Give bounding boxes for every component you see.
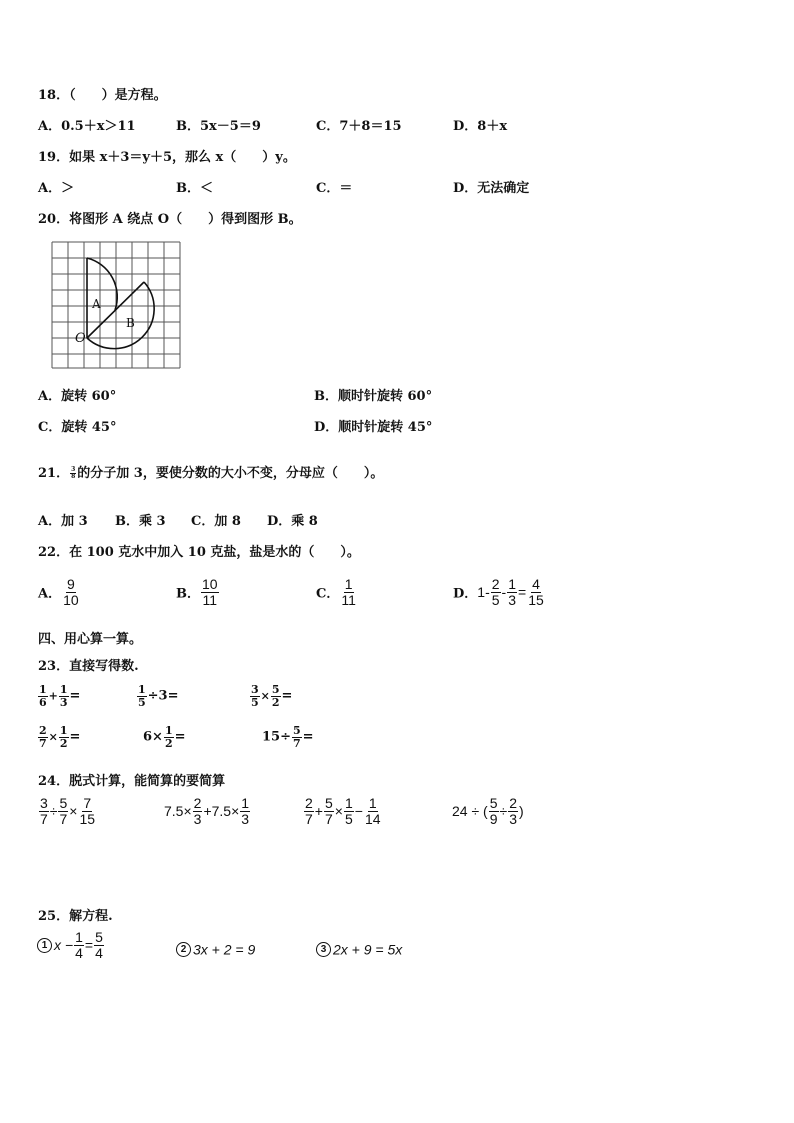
fraction bbox=[324, 796, 334, 826]
q22-option-a[interactable] bbox=[38, 577, 81, 607]
q25-equation-2 bbox=[176, 940, 255, 957]
fraction-denominator: 15 bbox=[528, 591, 544, 608]
fraction bbox=[59, 684, 69, 708]
q18-stem: 18．（ ）是方程。 bbox=[38, 88, 167, 103]
operator: × bbox=[48, 730, 58, 744]
q20-option-d[interactable]: D．顺时针旋转 45° bbox=[314, 420, 433, 435]
expr-text: 7.5× bbox=[164, 803, 192, 820]
circled-number-3: 3 bbox=[316, 942, 331, 957]
circled-number-2: 2 bbox=[176, 942, 191, 957]
q21-fraction bbox=[70, 467, 76, 481]
fraction bbox=[364, 796, 382, 826]
fraction-denominator: 5 bbox=[138, 695, 146, 709]
rotation-grid-figure bbox=[50, 240, 182, 370]
q22-stem: 22．在 100 克水中加入 10 克盐，盐是水的（ ）。 bbox=[38, 545, 360, 560]
fraction-numerator: 1 bbox=[164, 724, 173, 737]
fraction bbox=[304, 796, 314, 826]
option-letter: A． bbox=[38, 586, 62, 602]
expr-text: ) bbox=[518, 803, 524, 820]
q19-option-a[interactable]: A．＞ bbox=[38, 181, 75, 196]
operator: ÷ bbox=[49, 803, 58, 820]
fraction bbox=[292, 725, 302, 749]
fraction bbox=[74, 930, 84, 960]
fraction bbox=[489, 796, 499, 826]
fraction-numerator: 1 bbox=[39, 683, 47, 696]
circled-number-1: 1 bbox=[37, 938, 52, 953]
q21-option-d[interactable]: D．乘 8 bbox=[267, 514, 318, 529]
fraction-numerator: 5 bbox=[95, 929, 103, 945]
q21-number: 21． bbox=[38, 466, 70, 481]
section-heading: 四、用心算一算。 bbox=[38, 632, 143, 647]
fraction-numerator: 2 bbox=[39, 724, 47, 737]
fraction-denominator: 3 bbox=[509, 810, 517, 827]
q23-expr-4 bbox=[37, 725, 80, 749]
q20-option-b[interactable]: B．顺时针旋转 60° bbox=[314, 389, 433, 404]
fraction bbox=[164, 725, 174, 749]
fraction bbox=[508, 796, 518, 826]
q18-option-b[interactable]: B．5x－5＝9 bbox=[176, 119, 261, 134]
fraction-denominator: 11 bbox=[202, 591, 218, 608]
fraction-numerator: 2 bbox=[509, 795, 517, 811]
fraction bbox=[38, 684, 48, 708]
operator: − bbox=[354, 803, 363, 820]
fraction bbox=[193, 796, 203, 826]
fraction bbox=[271, 684, 281, 708]
equation-text: 2x + 9 = 5x bbox=[333, 941, 403, 958]
q21-option-b[interactable]: B．乘 3 bbox=[115, 514, 166, 529]
q22-option-c[interactable] bbox=[316, 577, 358, 607]
expr-text: x − bbox=[54, 937, 74, 954]
option-letter: C． bbox=[316, 586, 340, 602]
fraction bbox=[62, 577, 80, 607]
fraction-denominator: 9 bbox=[489, 810, 498, 827]
fraction-denominator: 15 bbox=[79, 810, 96, 827]
fraction bbox=[344, 796, 354, 826]
expr-text: +7.5× bbox=[203, 803, 240, 820]
figure-label-a: A bbox=[92, 297, 101, 311]
fraction-numerator: 2 bbox=[193, 795, 202, 811]
option-letter: B． bbox=[176, 586, 200, 602]
fraction-numerator: 5 bbox=[292, 724, 301, 737]
fraction-denominator: 7 bbox=[305, 810, 313, 827]
q24-stem: 24．脱式计算，能简算的要简算 bbox=[38, 774, 226, 789]
fraction-numerator: 2 bbox=[305, 795, 313, 811]
fraction-numerator: 1 bbox=[344, 576, 353, 592]
q18-option-a[interactable]: A．0.5＋x＞11 bbox=[38, 119, 136, 134]
expr-text: 6× bbox=[143, 729, 163, 745]
fraction-denominator: 4 bbox=[75, 944, 83, 961]
equals: = bbox=[84, 937, 94, 954]
q19-option-c[interactable]: C．＝ bbox=[316, 181, 353, 196]
fraction-denominator: 11 bbox=[341, 591, 356, 608]
option-letter: D． bbox=[453, 586, 478, 602]
q22-option-d[interactable] bbox=[453, 577, 546, 607]
fraction-denominator: 3 bbox=[59, 695, 68, 709]
figure-label-o: O bbox=[75, 331, 86, 346]
fraction bbox=[58, 796, 68, 826]
q21-option-c[interactable]: C．加 8 bbox=[191, 514, 241, 529]
fraction-denominator: 7 bbox=[324, 810, 333, 827]
q19-option-b[interactable]: B．＜ bbox=[176, 181, 213, 196]
fraction bbox=[201, 577, 219, 607]
fraction-denominator: 3 bbox=[241, 810, 250, 827]
expr-text: 24 ÷ ( bbox=[452, 803, 488, 820]
fraction-denominator: 3 bbox=[508, 591, 516, 608]
fraction-denominator: 3 bbox=[193, 810, 202, 827]
fraction-numerator: 9 bbox=[66, 576, 75, 592]
equals: = bbox=[174, 729, 186, 745]
fraction-numerator: 1 bbox=[344, 795, 353, 811]
operator: × bbox=[69, 803, 78, 820]
fraction-denominator: 5 bbox=[491, 591, 500, 608]
q24-expr-2 bbox=[164, 796, 251, 826]
fraction bbox=[507, 577, 517, 607]
fraction-numerator: 5 bbox=[324, 795, 333, 811]
equals: = bbox=[302, 729, 314, 745]
fraction-numerator: 1 bbox=[508, 576, 516, 592]
fraction bbox=[527, 577, 545, 607]
fraction-numerator: 3 bbox=[251, 683, 259, 696]
equals: = bbox=[281, 688, 293, 704]
q24-expr-3 bbox=[303, 796, 383, 826]
operator: - bbox=[501, 584, 507, 601]
fraction bbox=[250, 684, 260, 708]
fraction-numerator: 4 bbox=[532, 576, 540, 592]
q21-stem bbox=[38, 462, 383, 481]
q21-stem-text: 的分子加 3，要使分数的大小不变，分母应（ ）。 bbox=[77, 466, 384, 481]
q18-option-c[interactable]: C．7＋8＝15 bbox=[316, 119, 402, 134]
fraction-denominator: 7 bbox=[40, 810, 48, 827]
q22-option-b[interactable] bbox=[176, 577, 220, 607]
fraction bbox=[94, 930, 104, 960]
equals: = bbox=[69, 688, 81, 704]
fraction-numerator: 1 bbox=[241, 795, 250, 811]
fraction-denominator: 5 bbox=[344, 810, 353, 827]
fraction-numerator: 3 bbox=[71, 465, 76, 473]
fraction bbox=[137, 684, 147, 708]
expr-text: 15÷ bbox=[262, 729, 291, 745]
fraction-denominator: 2 bbox=[164, 736, 173, 750]
fraction-denominator: 7 bbox=[292, 736, 301, 750]
fraction-denominator: 6 bbox=[39, 695, 47, 709]
fraction-denominator: 7 bbox=[59, 810, 68, 827]
fraction-numerator: 1 bbox=[75, 929, 83, 945]
operator: + bbox=[314, 803, 323, 820]
q20-option-a[interactable]: A．旋转 60° bbox=[38, 389, 117, 404]
figure-label-b: B bbox=[126, 316, 135, 330]
q24-expr-4 bbox=[452, 796, 524, 826]
q20-option-c[interactable]: C．旋转 45° bbox=[38, 420, 117, 435]
q25-stem: 25．解方程. bbox=[38, 909, 113, 924]
q23-expr-5 bbox=[143, 725, 186, 749]
expr-text: 1- bbox=[477, 584, 490, 601]
q19-option-d[interactable]: D．无法确定 bbox=[453, 181, 530, 196]
operator: + bbox=[48, 689, 58, 703]
fraction-numerator: 3 bbox=[40, 795, 48, 811]
operator: × bbox=[334, 803, 343, 820]
q19-stem: 19．如果 x＋3＝y＋5，那么 x（ ）y。 bbox=[38, 150, 296, 165]
fraction bbox=[38, 725, 48, 749]
fraction-numerator: 10 bbox=[202, 576, 218, 592]
q25-equation-1 bbox=[37, 930, 105, 960]
fraction bbox=[240, 796, 250, 826]
fraction-numerator: 1 bbox=[138, 683, 146, 696]
q23-expr-2 bbox=[136, 684, 179, 708]
fraction-numerator: 1 bbox=[368, 795, 377, 811]
fraction-numerator: 5 bbox=[59, 795, 68, 811]
operator: ÷ bbox=[499, 803, 508, 820]
q23-expr-3 bbox=[249, 684, 292, 708]
operator: = bbox=[518, 584, 527, 601]
fraction-denominator: 2 bbox=[59, 736, 68, 750]
equation-text: 3x + 2 = 9 bbox=[193, 941, 256, 958]
q18-option-d[interactable]: D．8＋x bbox=[453, 119, 508, 134]
fraction-numerator: 5 bbox=[489, 795, 498, 811]
q20-stem: 20．将图形 A 绕点 O（ ）得到图形 B。 bbox=[38, 212, 302, 227]
fraction-numerator: 7 bbox=[83, 795, 92, 811]
fraction-denominator: 7 bbox=[39, 736, 47, 750]
operator: × bbox=[260, 689, 270, 703]
q23-expr-1 bbox=[37, 684, 80, 708]
q23-expr-6 bbox=[262, 725, 314, 749]
q24-expr-1 bbox=[38, 796, 97, 826]
fraction bbox=[340, 577, 357, 607]
q21-option-a[interactable]: A．加 3 bbox=[38, 514, 88, 529]
fraction bbox=[491, 577, 501, 607]
fraction-denominator: 8 bbox=[71, 473, 76, 480]
q25-equation-3 bbox=[316, 940, 402, 957]
expr-text: ÷3= bbox=[147, 688, 179, 704]
fraction-denominator: 4 bbox=[95, 944, 103, 961]
q23-stem: 23．直接写得数. bbox=[38, 659, 139, 674]
fraction-numerator: 2 bbox=[491, 576, 500, 592]
equals: = bbox=[69, 729, 81, 745]
fraction-denominator: 14 bbox=[364, 810, 381, 827]
fraction bbox=[39, 796, 49, 826]
fraction-denominator: 10 bbox=[63, 591, 79, 608]
fraction-numerator: 1 bbox=[59, 724, 68, 737]
fraction bbox=[59, 725, 69, 749]
fraction-numerator: 5 bbox=[271, 683, 280, 696]
fraction-numerator: 1 bbox=[59, 683, 68, 696]
fraction bbox=[78, 796, 96, 826]
fraction-denominator: 5 bbox=[251, 695, 259, 709]
fraction-denominator: 2 bbox=[271, 695, 280, 709]
